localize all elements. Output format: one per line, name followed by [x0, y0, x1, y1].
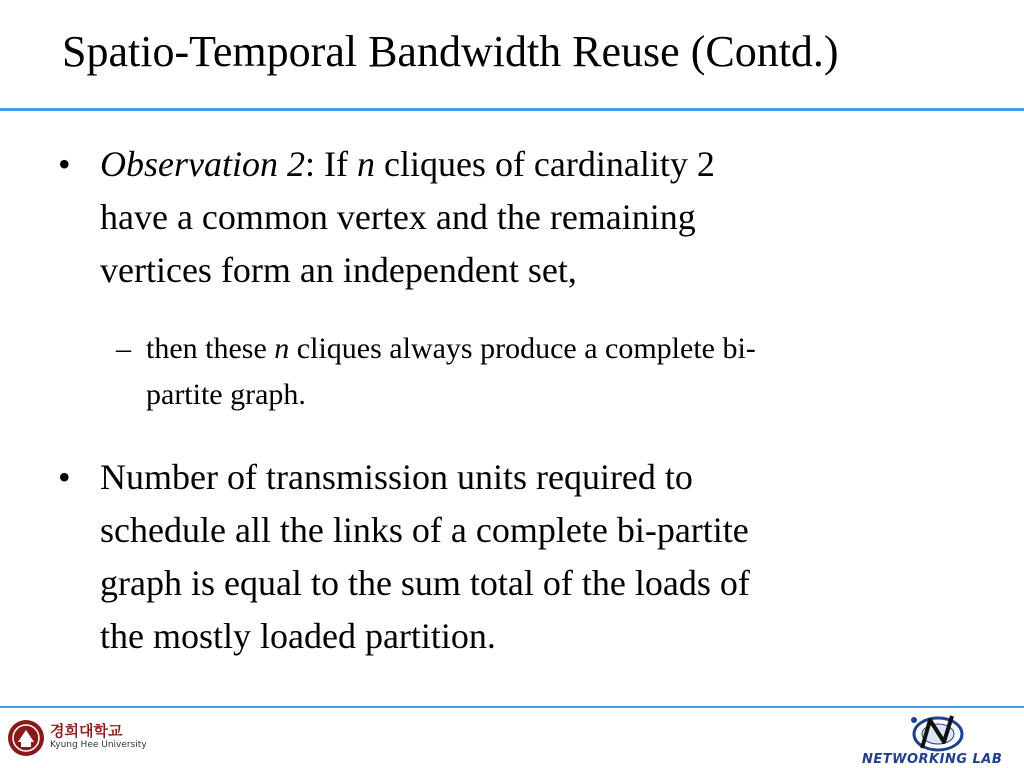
bullet-item	[58, 451, 960, 663]
bullet-line-text: : If	[304, 144, 357, 184]
footer-divider	[0, 706, 1024, 708]
bullet-line: graph is equal to the sum total of the loads of	[100, 563, 750, 603]
sub-bullet-marker: –	[116, 332, 131, 365]
sub-bullet-line-variable: n	[274, 332, 290, 365]
bullet-line: Number of transmission units required to	[100, 457, 693, 497]
bullet-line: the mostly loaded partition.	[100, 616, 496, 656]
bullet-line: have a common vertex and the remaining	[100, 197, 696, 237]
networking-lab-label: NETWORKING LAB	[862, 752, 1003, 767]
sub-bullet-line: partite graph.	[146, 378, 306, 411]
networking-lab-logo	[862, 712, 1022, 768]
sub-bullet-line-text: then these	[146, 332, 275, 365]
bullet-line-emphasis: Observation 2	[100, 144, 305, 184]
sub-bullet-line-text: cliques always produce a complete bi-	[289, 332, 756, 365]
networking-lab-emblem-icon	[904, 712, 966, 754]
title-divider	[0, 108, 1024, 111]
university-logo	[6, 716, 146, 760]
sub-bullet-item	[116, 326, 966, 418]
bullet-marker: •	[58, 144, 71, 184]
bullet-line-variable: n	[356, 144, 375, 184]
university-seal-icon	[6, 718, 46, 758]
university-name-korean: 경희대학교	[50, 722, 123, 740]
bullet-item	[58, 138, 960, 297]
bullet-line-text: cliques of cardinality 2	[374, 144, 715, 184]
bullet-line: schedule all the links of a complete bi-partite	[100, 510, 749, 550]
university-name-english: Kyung Hee University	[50, 740, 147, 750]
sub-bullet-line	[146, 326, 966, 372]
bullet-line	[100, 138, 960, 191]
bullet-marker: •	[58, 457, 71, 497]
slide-title: Spatio-Temporal Bandwidth Reuse (Contd.)	[62, 27, 839, 76]
bullet-line: vertices form an independent set,	[100, 250, 577, 290]
